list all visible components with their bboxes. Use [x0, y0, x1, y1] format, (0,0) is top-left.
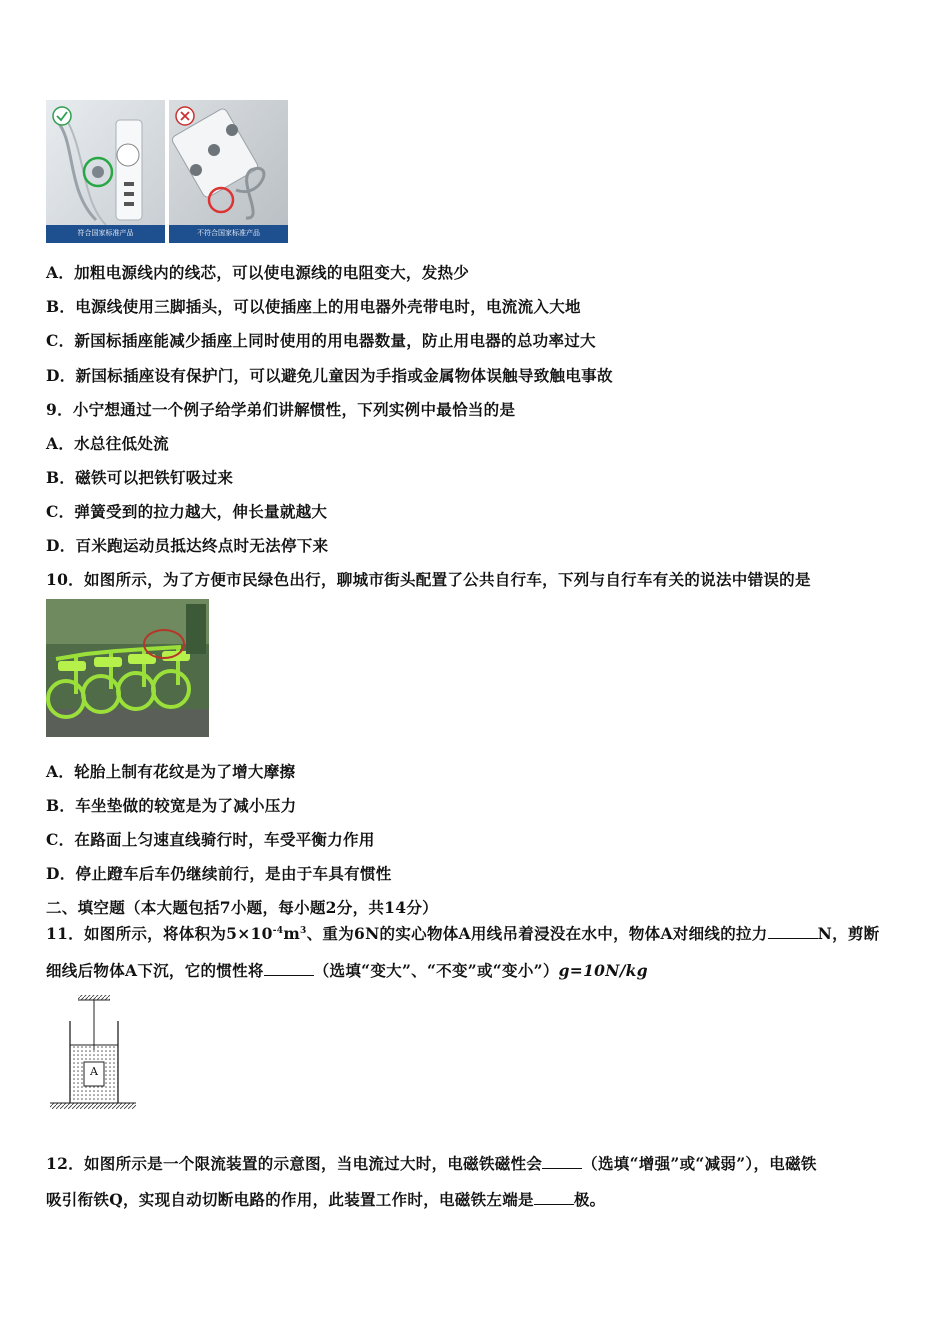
q11-answer-blank-2[interactable] — [264, 961, 314, 976]
q9-option-b: B．磁铁可以把铁钉吸过来 — [46, 468, 234, 487]
q12-line-1 — [46, 1152, 817, 1174]
right-photo-caption: 不符合国家标准产品 — [197, 229, 260, 237]
q10-option-c: C．在路面上匀速直线骑行时，车受平衡力作用 — [46, 830, 375, 849]
q11-gravity-note: g=10N/kg — [558, 961, 648, 980]
q9-option-d: D．百米跑运动员抵达终点时无法停下来 — [46, 536, 329, 555]
q12-text-3: 吸引衔铁Q，实现自动切断电路的作用，此装置工作时，电磁铁左端是 — [46, 1190, 534, 1209]
q11-text-5: 细线后物体A下沉，它的惯性将 — [46, 961, 264, 980]
power-strip-photos — [46, 100, 288, 243]
q8-option-d: D．新国标插座设有保护门，可以避免儿童因为手指或金属物体误触导致触电事故 — [46, 366, 613, 385]
q8-option-a: A．加粗电源线内的线芯，可以使电源线的电阻变大，发热少 — [46, 263, 470, 282]
q11-text-3: 、重为6N的实心物体A用线吊着浸没在水中，物体A对细线的拉力 — [306, 924, 768, 943]
q11-exponent-1: -4 — [272, 925, 284, 936]
q12-text-4: 极。 — [573, 1190, 606, 1209]
container-diagram — [48, 993, 140, 1115]
q10-stem: 10．如图所示，为了方便市民绿色出行，聊城市街头配置了公共自行车，下列与自行车有关的说法中错误的是 — [46, 570, 811, 589]
q11-exponent-2: 3 — [300, 925, 307, 936]
block-a-label: A — [90, 1065, 98, 1078]
q9-stem: 9．小宁想通过一个例子给学弟们讲解惯性，下列实例中最恰当的是 — [46, 400, 516, 419]
q11-text-1: 11．如图所示，将体积为5×10 — [46, 924, 273, 943]
q12-text-2: （选填“增强”或“减弱”），电磁铁 — [582, 1154, 817, 1173]
q10-option-d: D．停止蹬车后车仍继续前行，是由于车具有惯性 — [46, 864, 392, 883]
left-photo-caption: 符合国家标准产品 — [77, 229, 134, 237]
q12-text-1: 12．如图所示是一个限流装置的示意图，当电流过大时，电磁铁磁性会 — [46, 1154, 543, 1173]
q12-answer-blank-1[interactable] — [542, 1154, 582, 1169]
bicycle-photo — [46, 599, 209, 737]
q12-answer-blank-2[interactable] — [534, 1190, 574, 1205]
section-2-heading: 二、填空题（本大题包括7小题，每小题2分，共14分） — [46, 898, 438, 917]
q11-text-2: m — [283, 924, 301, 943]
q9-option-a: A．水总往低处流 — [46, 434, 169, 453]
q11-text-6: （选填“变大”、“不变”或“变小”） — [313, 961, 559, 980]
power-strip-figure — [46, 100, 288, 243]
q11-line-2 — [46, 959, 648, 981]
water-container-figure — [48, 993, 140, 1115]
q12-line-2 — [46, 1188, 605, 1210]
q11-line-1 — [46, 922, 879, 944]
q8-option-b: B．电源线使用三脚插头，可以使插座上的用电器外壳带电时，电流流入大地 — [46, 297, 581, 316]
q9-option-c: C．弹簧受到的拉力越大，伸长量就越大 — [46, 502, 328, 521]
q10-option-a: A．轮胎上制有花纹是为了增大摩擦 — [46, 762, 296, 781]
q10-option-b: B．车坐垫做的较宽是为了减小压力 — [46, 796, 297, 815]
q11-answer-blank-1[interactable] — [768, 924, 818, 939]
bicycle-illustration — [46, 599, 209, 737]
q8-option-c: C．新国标插座能减少插座上同时使用的用电器数量，防止用电器的总功率过大 — [46, 331, 596, 350]
q11-text-4: N，剪断 — [817, 924, 880, 943]
